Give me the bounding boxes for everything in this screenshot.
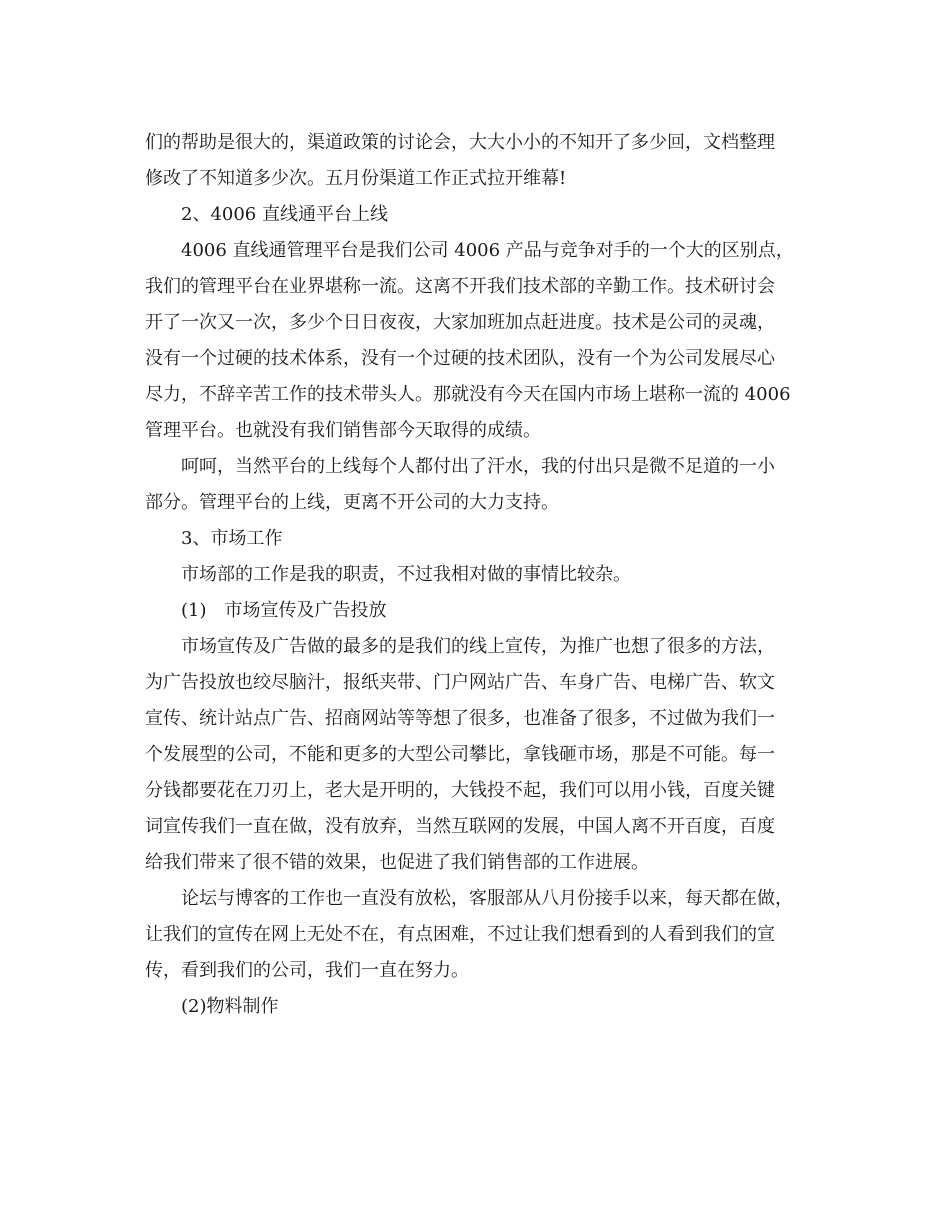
text-line: 词宣传我们一直在做，没有放弃，当然互联网的发展，中国人离不开百度，百度 bbox=[145, 816, 775, 837]
text-line: 市场部的工作是我的职责，不过我相对做的事情比较杂。 bbox=[181, 564, 631, 585]
text-line: 传，看到我们的公司，我们一直在努力。 bbox=[145, 960, 469, 981]
text-line: 呵呵，当然平台的上线每个人都付出了汗水，我的付出只是微不足道的一小 bbox=[181, 456, 775, 477]
text-line: 没有一个过硬的技术体系，没有一个过硬的技术团队，没有一个为公司发展尽心 bbox=[145, 348, 775, 369]
subsection-heading: (1) 市场宣传及广告投放 bbox=[181, 600, 387, 621]
section-heading: 3、市场工作 bbox=[181, 528, 283, 549]
text-line: 论坛与博客的工作也一直没有放松，客服部从八月份接手以来，每天都在做， bbox=[181, 888, 793, 909]
text-line: 们的帮助是很大的，渠道政策的讨论会，大大小小的不知开了多少回，文档整理 bbox=[145, 132, 775, 153]
text-line: 分钱都要花在刀刃上，老大是开明的，大钱投不起，我们可以用小钱，百度关键 bbox=[145, 780, 775, 801]
text-line: 我们的管理平台在业界堪称一流。这离不开我们技术部的辛勤工作。技术研讨会 bbox=[145, 276, 775, 297]
text-line: 开了一次又一次，多少个日日夜夜，大家加班加点赶进度。技术是公司的灵魂， bbox=[145, 312, 775, 333]
document-body bbox=[145, 125, 805, 1025]
text-line: 4006 直线通管理平台是我们公司 4006 产品与竞争对手的一个大的区别点， bbox=[181, 240, 794, 261]
text-line: 宣传、统计站点广告、招商网站等等想了很多，也准备了很多，不过做为我们一 bbox=[145, 708, 775, 729]
text-line: 让我们的宣传在网上无处不在，有点困难，不过让我们想看到的人看到我们的宣 bbox=[145, 924, 775, 945]
text-line: 给我们带来了很不错的效果，也促进了我们销售部的工作进展。 bbox=[145, 852, 649, 873]
text-line: 部分。管理平台的上线，更离不开公司的大力支持。 bbox=[145, 492, 559, 513]
text-line: 尽力，不辞辛苦工作的技术带头人。那就没有今天在国内市场上堪称一流的 4006 bbox=[145, 384, 791, 405]
subsection-heading: (2)物料制作 bbox=[181, 996, 279, 1017]
text-line: 为广告投放也绞尽脑汁，报纸夹带、门户网站广告、车身广告、电梯广告、软文 bbox=[145, 672, 775, 693]
text-line: 修改了不知道多少次。五月份渠道工作正式拉开维幕! bbox=[145, 168, 567, 189]
text-line: 个发展型的公司，不能和更多的大型公司攀比，拿钱砸市场，那是不可能。每一 bbox=[145, 744, 775, 765]
text-line: 市场宣传及广告做的最多的是我们的线上宣传，为推广也想了很多的方法， bbox=[181, 636, 775, 657]
section-heading: 2、4006 直线通平台上线 bbox=[181, 204, 388, 225]
text-line: 管理平台。也就没有我们销售部今天取得的成绩。 bbox=[145, 420, 541, 441]
